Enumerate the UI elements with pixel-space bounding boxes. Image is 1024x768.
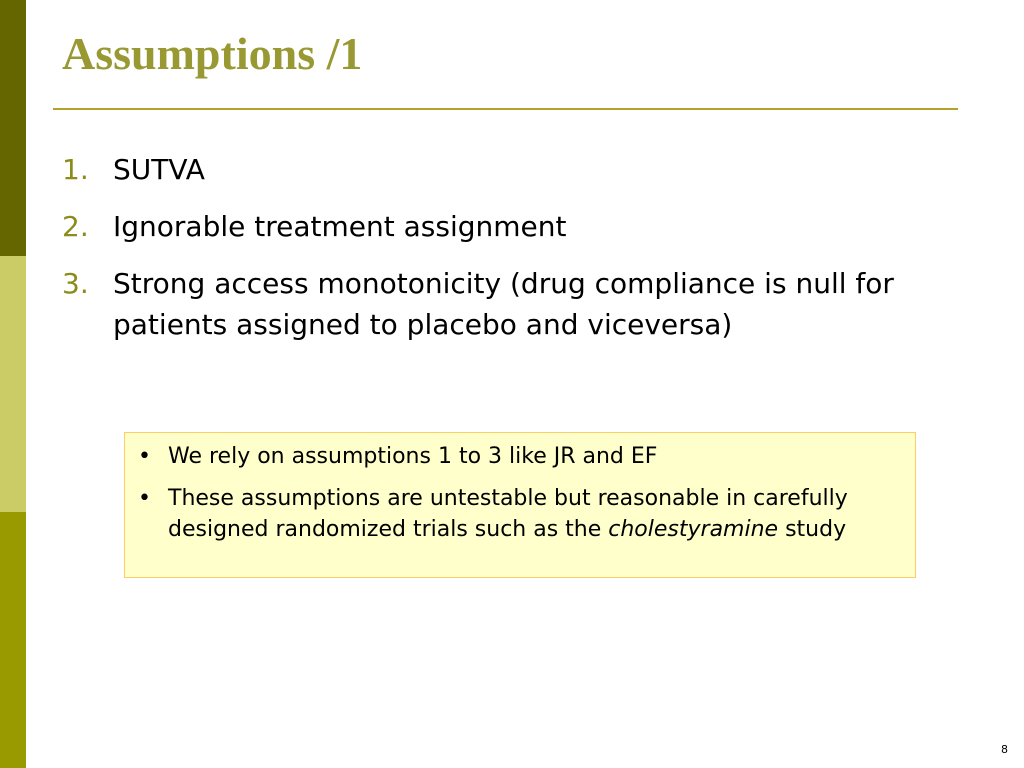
sidebar-stripe-bottom (0, 512, 26, 768)
assumption-text: Ignorable treatment assignment (113, 210, 567, 243)
assumption-item-1 (62, 149, 962, 190)
sidebar-stripe-top (0, 0, 26, 256)
note-item-2 (135, 483, 905, 545)
note-text (168, 483, 905, 545)
assumptions-list (62, 149, 962, 361)
bullet-icon: • (138, 486, 151, 511)
bullet-icon: • (138, 444, 151, 469)
note-item-1 (135, 441, 905, 472)
title-divider (53, 108, 958, 110)
study-name: cholestyramine (608, 517, 779, 542)
list-number: 2. (62, 210, 89, 243)
page-number: 8 (1001, 743, 1008, 756)
assumption-text: SUTVA (113, 153, 205, 186)
slide-title: Assumptions /1 (62, 28, 363, 79)
assumption-text: Strong access monotonicity (drug compliance is null for patients assigned to placebo and viceversa) (113, 267, 894, 341)
note-text: We rely on assumptions 1 to 3 like JR and EF (168, 444, 658, 469)
note-text-tail: study (785, 517, 847, 542)
sidebar-stripe-middle (0, 256, 26, 512)
note-text-main: These assumptions are untestable but reasonable in carefully designed randomized trials such as the (168, 486, 848, 542)
assumption-item-2 (62, 206, 962, 247)
list-number: 3. (62, 267, 89, 300)
note-bullet-list (135, 441, 905, 545)
note-box (124, 432, 916, 578)
list-number: 1. (62, 153, 89, 186)
assumption-item-3 (62, 263, 962, 345)
